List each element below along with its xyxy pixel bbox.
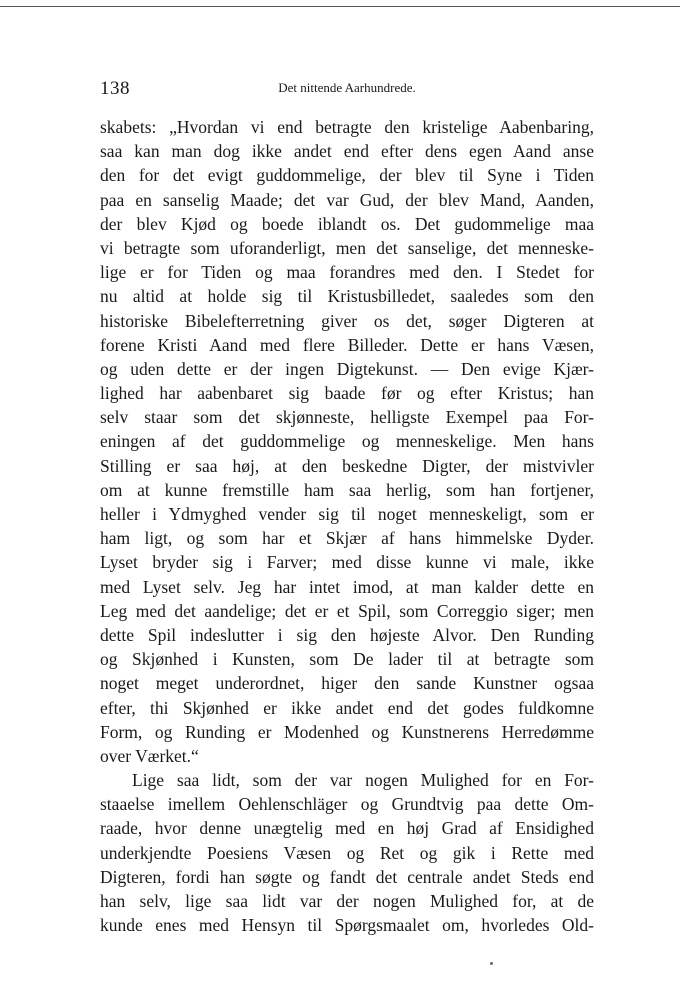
body-text [100,115,594,937]
text-line: selv staar som det skjønneste, helligste Exempel paa For- [100,407,594,428]
print-speck [490,962,493,965]
text-line: Digteren, fordi han søgte og fandt det centrale andet Steds end [100,866,594,887]
text-line: han selv, lige saa lidt var der nogen Mulighed for, at de [100,891,594,911]
text-line: vi betragte som uforanderligt, men det sanselige, det menneske- [100,237,594,258]
text-line: paa en sanselig Maade; det var Gud, der blev Mand, Aanden, [100,189,594,210]
top-edge-rule [0,6,680,7]
text-line: den for det evigt guddommelige, der blev til Syne i Tiden [100,165,594,186]
text-line: Form, og Runding er Modenhed og Kunstnerens Herredømme [100,721,594,742]
text-line: underkjendte Poesiens Væsen og Ret og gik i Rette med [100,842,594,863]
text-line: skabets: „Hvordan vi end betragte den kristelige Aabenbaring, [100,117,594,137]
text-line: eningen af det guddommelige og menneskelige. Men hans [100,431,594,452]
page-number: 138 [100,78,130,99]
text-line: Lyset bryder sig i Farver; med disse kunne vi male, ikke [100,552,594,573]
text-line: staaelse imellem Oehlenschläger og Grundtvig paa dette Om- [100,794,594,815]
text-line: om at kunne fremstille ham saa herlig, som han fortjener, [100,479,594,500]
text-line: med Lyset selv. Jeg har intet imod, at man kalder dette en [100,576,594,597]
text-line: Stilling er saa høj, at den beskedne Digter, der mistvivler [100,455,594,476]
text-line: der blev Kjød og boede iblandt os. Det gudommelige maa [100,213,594,234]
text-line: historiske Bibelefterretning giver os det, søger Digteren at [100,310,594,331]
text-line: og Skjønhed i Kunsten, som De lader til at betragte som [100,649,594,670]
text-line: raade, hvor denne unægtelig med en høj Grad af Ensidighed [100,818,594,839]
text-line: lige er for Tiden og maa forandres med den. I Stedet for [100,262,594,283]
text-line: ham ligt, og som har et Skjær af hans himmelske Dyder. [100,528,594,549]
paragraph-end-line: over Værket.“ [100,745,199,766]
text-line: heller i Ydmyghed vender sig til noget menneskeligt, som er [100,504,594,524]
text-line: dette Spil indeslutter i sig den højeste Alvor. Den Runding [100,624,594,645]
running-header: Det nittende Aarhundrede. [278,80,416,95]
text-line: Leg med det aandelige; det er et Spil, som Correggio siger; men [100,600,594,621]
text-line: forene Kristi Aand med flere Billeder. Dette er hans Væsen, [100,334,594,355]
text-line: noget meget underordnet, higer den sande Kunstner ogsaa [100,673,594,694]
paragraph-start-line: Lige saa lidt, som der var nogen Mulighed for en For- [132,770,594,791]
text-line: efter, thi Skjønhed er ikke andet end det godes fuldkomne [100,697,594,718]
text-line: nu altid at holde sig til Kristusbilledet, saaledes som den [100,286,594,307]
text-line: kunde enes med Hensyn til Spørgsmaalet om, hvorledes Old- [100,915,594,936]
text-line: lighed har aabenbaret sig baade før og efter Kristus; han [100,383,594,404]
text-line: og uden dette er der ingen Digtekunst. — Den evige Kjær- [100,358,594,379]
text-line: saa kan man dog ikke andet end efter dens egen Aand anse [100,141,594,162]
